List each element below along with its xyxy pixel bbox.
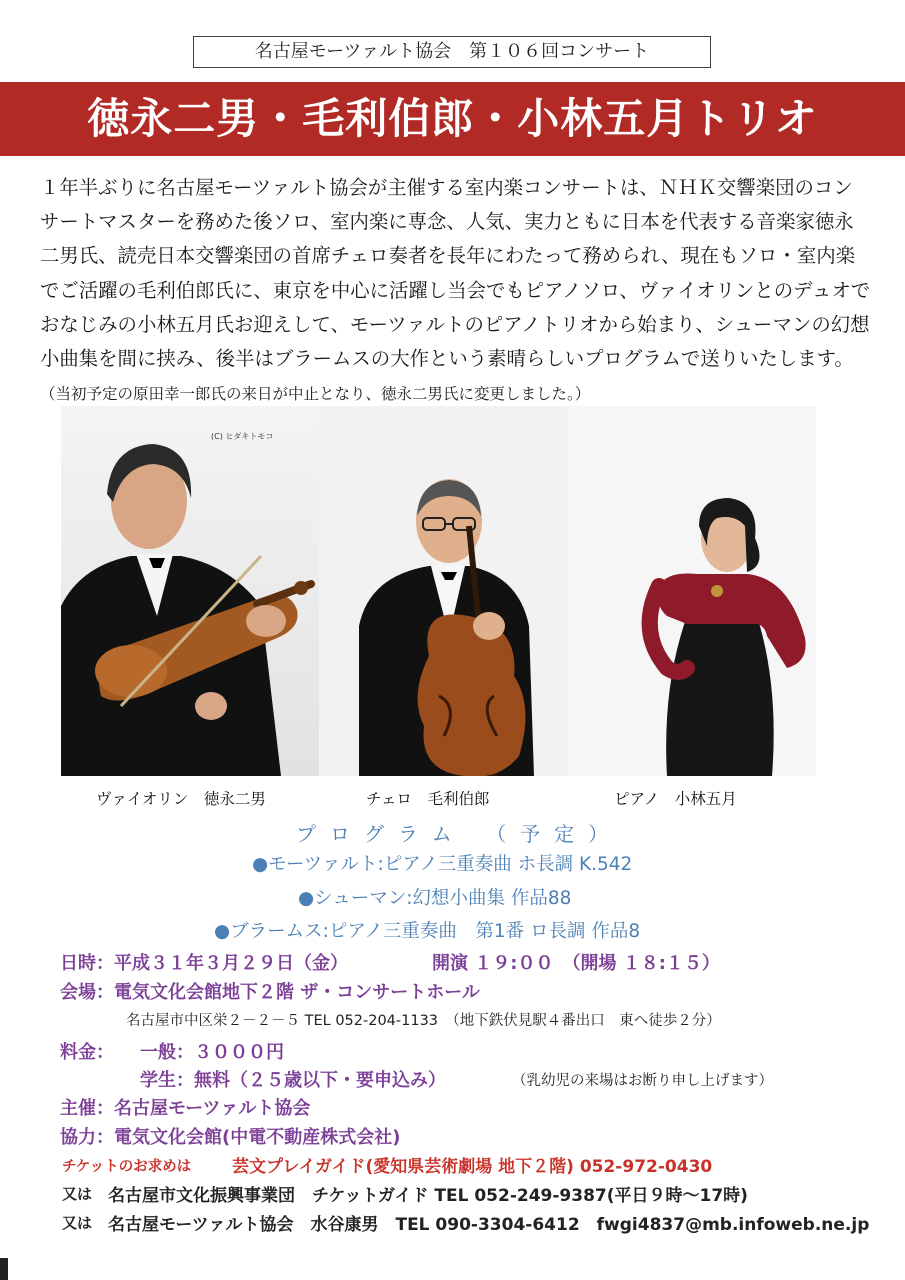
fee-general: 一般：３０００円 (140, 1042, 284, 1063)
program-item-brahms: ●ブラームス:ピアノ三重奏曲 第1番 ロ長調 作品8 (214, 921, 641, 942)
venue: 会場：電気文化会館地下２階 ザ・コンサートホール (60, 982, 480, 1003)
caption-violin: ヴァイオリン 徳永二男 (96, 790, 266, 808)
program-item-schumann: ●シューマン:幻想小曲集 作品88 (298, 888, 572, 909)
ticket-association: 名古屋モーツァルト協会 水谷康男 TEL 090-3304-6412 fwgi4837@mb.infoweb.ne.jp (108, 1215, 870, 1235)
program-heading: プログラム （予定） (296, 822, 623, 846)
organizer: 主催：名古屋モーツァルト協会 (60, 1098, 311, 1119)
concert-title: 徳永二男・毛利伯郎・小林五月トリオ (87, 94, 818, 143)
fee-note: （乳幼児の来場はお断り申し上げます） (512, 1073, 773, 1089)
photo-credit: (C) ヒダキトモコ (211, 432, 274, 441)
cellist-photo (319, 406, 567, 776)
ticket-or-2: 又は (62, 1214, 93, 1232)
intro-paragraph (40, 171, 872, 411)
ticket-playguide: 芸文プレイガイド(愛知県芸術劇場 地下２階) 052-972-0430 (232, 1157, 713, 1177)
caption-cello: チェロ 毛利伯郎 (366, 790, 490, 808)
intro-note: （当初予定の原田幸一郎氏の来日が中止となり、徳永二男氏に変更しました。） (40, 385, 591, 404)
title-band (0, 82, 905, 156)
scan-edge-mark (0, 1258, 8, 1280)
org-line: 名古屋モーツァルト協会 第１０６回コンサート (193, 36, 711, 68)
intro-body: １年半ぶりに名古屋モーツァルト協会が主催する室内楽コンサートは、ＮＨＫ交響楽団のコンサートマスターを務めた後ソロ、室内楽に専念、人気、実力ともに日本を代表する音楽家徳永二男氏、読売日本交響楽団の首席チェロ奏者を長年にわたって務められ、現在もソロ・室内楽でご活躍の毛利伯郎氏に、東京を中心に活躍し当会でもピアノソロ、ヴァイオリンとのデュオでおなじみの小林五月氏お迎えして、モーツァルトのピアノトリオから始まり、シューマンの幻想小曲集を間に挟み、後半はブラームスの大作という素晴らしいプログラムで送りいたします。 (40, 176, 871, 371)
ticket-or-1: 又は (62, 1185, 93, 1203)
datetime: 日時：平成３１年３月２９日（金） (60, 953, 348, 974)
fee-student: 学生：無料（２５歳以下・要申込み） (140, 1070, 446, 1091)
open-time: 開演 １９:００ （開場 １８:１５） (432, 953, 720, 974)
ticket-lead: チケットのお求めは (62, 1159, 192, 1175)
performer-photos (61, 406, 816, 776)
cooperation: 協力：電気文化会館(中電不動産株式会社) (60, 1127, 401, 1148)
fee-label: 料金： (60, 1042, 114, 1063)
caption-piano: ピアノ 小林五月 (614, 790, 737, 808)
venue-address: 名古屋市中区栄２－２－５ TEL 052-204-1133 （地下鉄伏見駅４番出口 東へ徒歩２分） (126, 1013, 721, 1029)
violinist-photo (61, 406, 319, 776)
pianist-photo (567, 406, 816, 776)
ticket-city-guide: 名古屋市文化振興事業団 チケットガイド TEL 052-249-9387(平日９時～17時) (108, 1186, 748, 1206)
program-item-mozart: ●モーツァルト:ピアノ三重奏曲 ホ長調 K.542 (252, 854, 633, 875)
